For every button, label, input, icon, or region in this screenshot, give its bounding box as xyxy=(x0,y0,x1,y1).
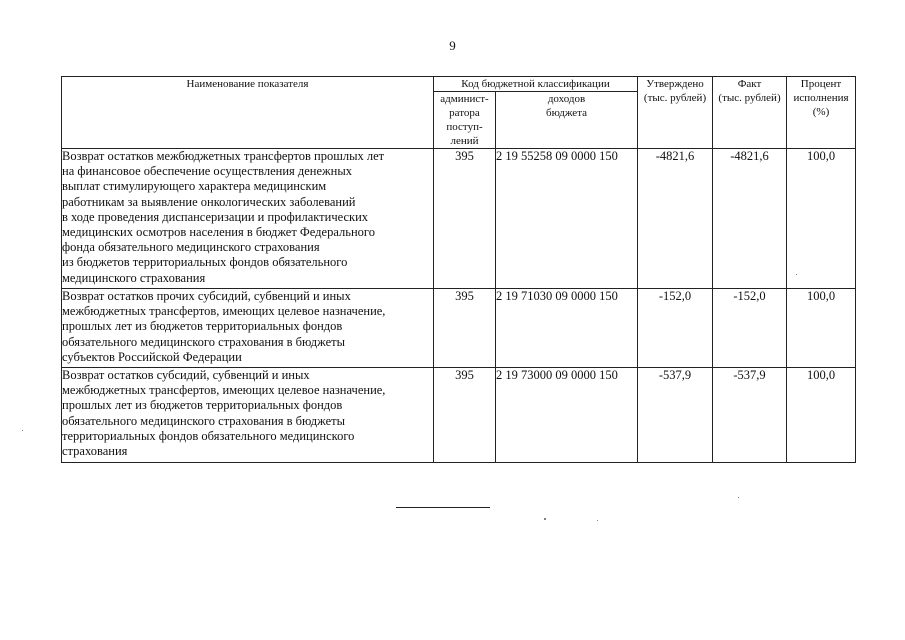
row-fact: -4821,6 xyxy=(713,149,787,289)
row-admin: 395 xyxy=(434,149,496,289)
row-code: 2 19 71030 09 0000 150 xyxy=(496,289,638,368)
scan-speck xyxy=(738,497,739,498)
table-row xyxy=(62,368,856,463)
row-approved: -152,0 xyxy=(638,289,713,368)
row-percent: 100,0 xyxy=(787,368,856,463)
header-income: доходов бюджета xyxy=(496,92,638,149)
header-fact: Факт (тыс. рублей) xyxy=(713,77,787,149)
header-name: Наименование показателя xyxy=(62,77,434,149)
budget-table xyxy=(61,76,856,463)
header-code-group: Код бюджетной классификации xyxy=(434,77,638,92)
row-fact: -152,0 xyxy=(713,289,787,368)
row-percent: 100,0 xyxy=(787,289,856,368)
row-approved: -4821,6 xyxy=(638,149,713,289)
row-percent: 100,0 xyxy=(787,149,856,289)
scan-speck xyxy=(597,520,598,521)
row-admin: 395 xyxy=(434,289,496,368)
page-number: 9 xyxy=(449,38,456,53)
table-row xyxy=(62,149,856,289)
row-name: Возврат остатков прочих субсидий, субвенций и иных межбюджетных трансфертов, имеющих целевое назначение, прошлых лет из бюджетов территориальных фондов обязательного медицинского страхования в бюджеты субъектов Российской Федерации xyxy=(62,289,434,368)
row-approved: -537,9 xyxy=(638,368,713,463)
row-name: Возврат остатков межбюджетных трансфертов прошлых лет на финансовое обеспечение осуществления денежных выплат стимулирующего характера медицинским работникам за выявление онкологических заболеваний в ходе проведения диспансеризации и профилактических медицинских осмотров населения в бюджет Федерального фонда обязательного медицинского страхования из бюджетов территориальных фондов обязательного медицинского страхования xyxy=(62,149,434,289)
row-code: 2 19 73000 09 0000 150 xyxy=(496,368,638,463)
scan-speck xyxy=(544,518,546,520)
header-admin: админист- ратора поступ- лений xyxy=(434,92,496,149)
scan-speck xyxy=(22,430,23,431)
row-admin: 395 xyxy=(434,368,496,463)
scan-speck xyxy=(796,274,797,275)
row-name: Возврат остатков субсидий, субвенций и иных межбюджетных трансфертов, имеющих целевое назначение, прошлых лет из бюджетов территориальных фондов обязательного медицинского страхования в бюджеты территориальных фондов обязательного медицинского страхования xyxy=(62,368,434,463)
header-percent: Процент исполнения (%) xyxy=(787,77,856,149)
footer-rule xyxy=(396,507,490,508)
row-fact: -537,9 xyxy=(713,368,787,463)
table-row xyxy=(62,289,856,368)
header-approved: Утверждено (тыс. рублей) xyxy=(638,77,713,149)
row-code: 2 19 55258 09 0000 150 xyxy=(496,149,638,289)
